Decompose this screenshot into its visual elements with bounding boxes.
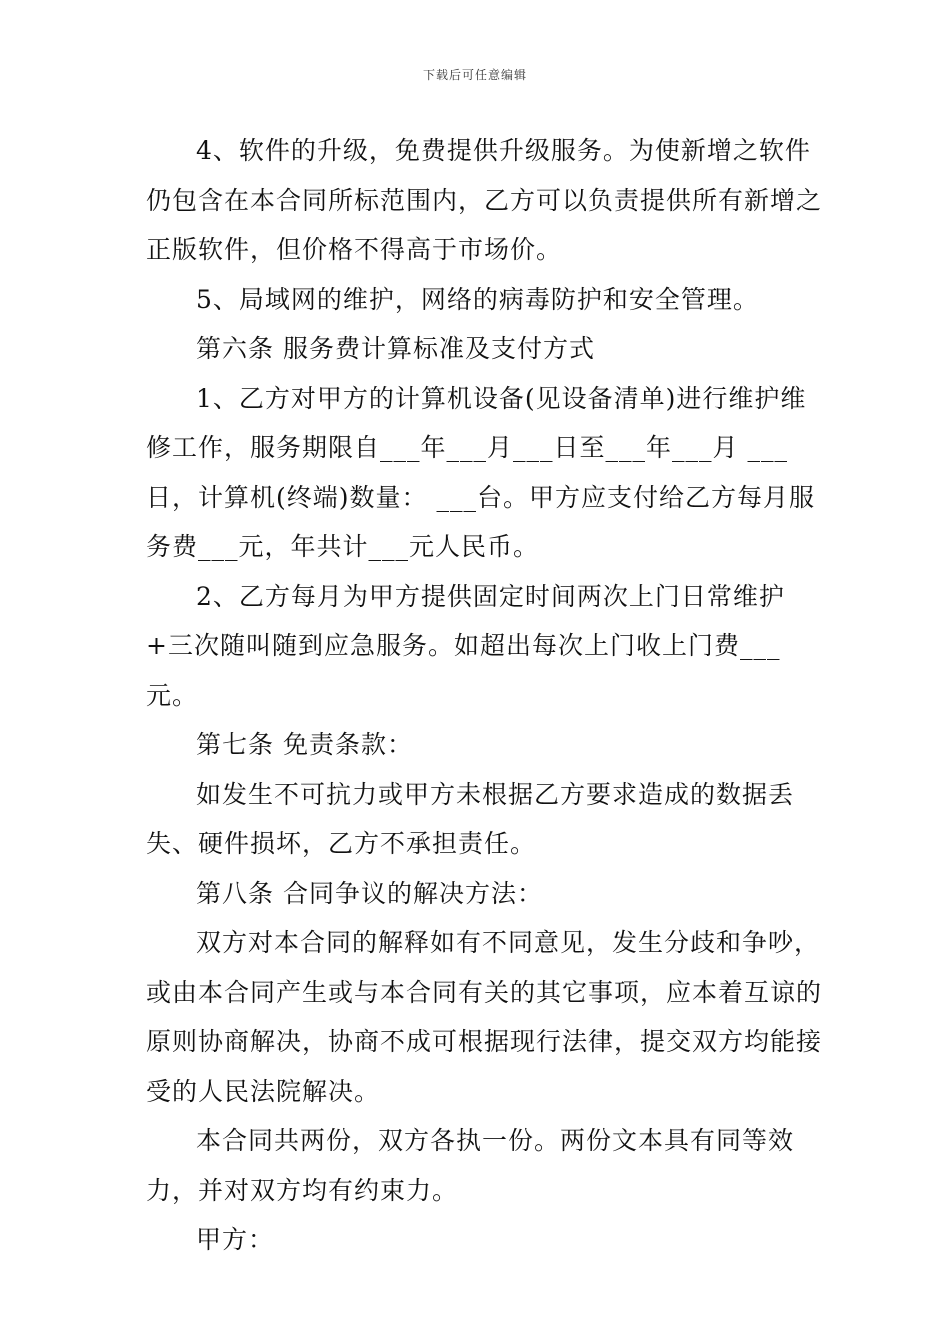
- clause-onsite-service: 2、乙方每月为甲方提供固定时间两次上门日常维护+三次随叫随到应急服务。如超出每次上门收上门费___元。: [146, 581, 785, 710]
- clause-software-upgrade: 4、软件的升级，免费提供升级服务。为使新增之软件仍包含在本合同所标范围内，乙方可以负责提供所有新增之正版软件，但价格不得高于市场价。: [146, 136, 823, 264]
- clause-dispute-resolution: 双方对本合同的解释如有不同意见，发生分歧和争吵，或由本合同产生或与本合同有关的其它事项，应本着互谅的原则协商解决，协商不成可根据现行法律，提交双方均能接受的人民法院解决。: [146, 928, 823, 1106]
- clause-service-fee: 1、乙方对甲方的计算机设备(见设备清单)进行维护维修工作，服务期限自___年___月___日至___年___月 ___日，计算机(终端)数量： ___台。甲方应支付给乙方每月服务费___元，年共计___元人民币。: [146, 383, 815, 561]
- clause-lan-maintenance: 5、局域网的维护，网络的病毒防护和安全管理。: [196, 284, 759, 314]
- article-8-heading: 第八条 合同争议的解决方法：: [196, 878, 543, 908]
- download-note: 下载后可任意编辑: [422, 68, 527, 82]
- clause-copies: 本合同共两份，双方各执一份。两份文本具有同等效力，并对双方均有约束力。: [146, 1126, 795, 1205]
- party-a-label: 甲方：: [196, 1225, 275, 1254]
- article-6-heading: 第六条 服务费计算标准及支付方式: [196, 334, 595, 363]
- clause-disclaimer: 如发生不可抗力或甲方未根据乙方要求造成的数据丢失、硬件损坏，乙方不承担责任。: [146, 779, 795, 858]
- article-7-heading: 第七条 免责条款：: [196, 730, 413, 759]
- contract-body: [146, 126, 826, 1265]
